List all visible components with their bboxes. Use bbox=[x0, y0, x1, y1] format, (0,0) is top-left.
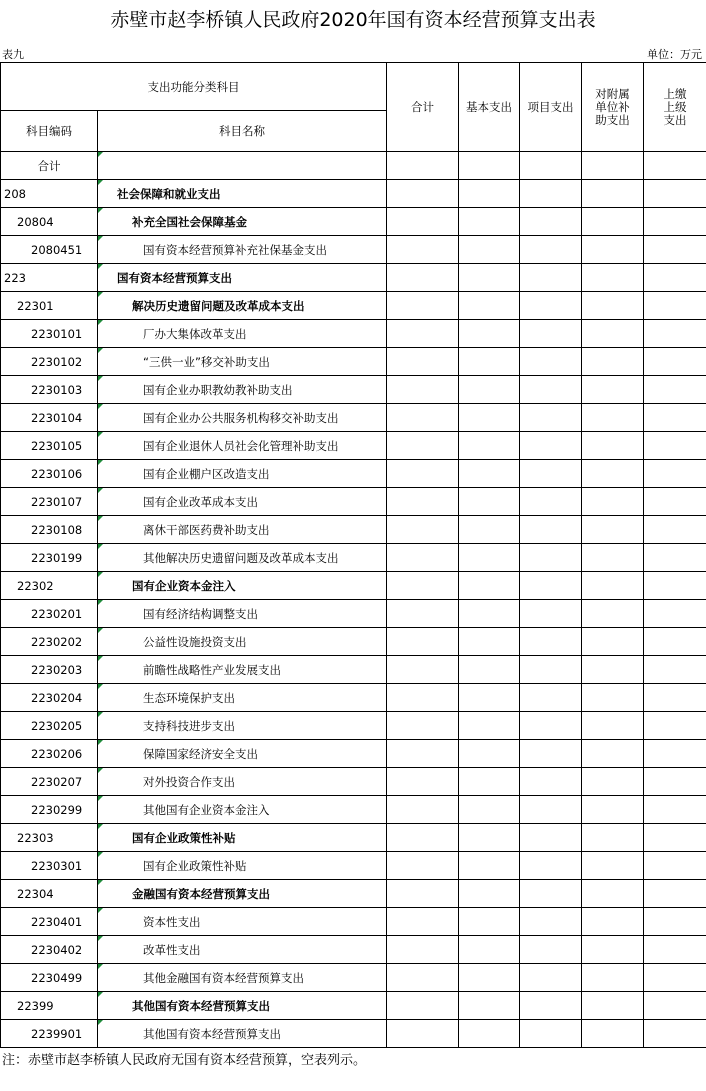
amount-cell bbox=[459, 236, 520, 264]
amount-cell bbox=[520, 488, 582, 516]
unit-label: 单位：万元 bbox=[647, 48, 702, 61]
subject-code: 2230402 bbox=[1, 936, 98, 964]
subject-code: 20804 bbox=[1, 208, 98, 236]
header-basic: 基本支出 bbox=[459, 63, 520, 152]
amount-cell bbox=[459, 264, 520, 292]
amount-cell bbox=[387, 432, 459, 460]
amount-cell bbox=[520, 320, 582, 348]
amount-cell bbox=[582, 292, 644, 320]
amount-cell bbox=[582, 544, 644, 572]
amount-cell bbox=[387, 488, 459, 516]
subject-name: 国有企业资本金注入 bbox=[98, 572, 387, 600]
subject-code: 22304 bbox=[1, 880, 98, 908]
subject-name: 支持科技进步支出 bbox=[98, 712, 387, 740]
amount-cell bbox=[387, 208, 459, 236]
amount-cell bbox=[520, 992, 582, 1020]
amount-cell bbox=[644, 292, 706, 320]
header-total: 合计 bbox=[387, 63, 459, 152]
subject-code: 2230206 bbox=[1, 740, 98, 768]
amount-cell bbox=[644, 628, 706, 656]
table-row bbox=[1, 908, 706, 936]
amount-cell bbox=[459, 1020, 520, 1048]
amount-cell bbox=[387, 460, 459, 488]
amount-cell bbox=[520, 264, 582, 292]
table-row bbox=[1, 348, 706, 376]
table-row bbox=[1, 264, 706, 292]
amount-cell bbox=[520, 964, 582, 992]
amount-cell bbox=[459, 208, 520, 236]
amount-cell bbox=[459, 488, 520, 516]
subject-name: 国有企业办职教幼教补助支出 bbox=[98, 376, 387, 404]
amount-cell bbox=[387, 768, 459, 796]
table-number: 表九 bbox=[2, 48, 24, 61]
amount-cell bbox=[582, 684, 644, 712]
subject-code: 2230203 bbox=[1, 656, 98, 684]
amount-cell bbox=[582, 376, 644, 404]
subject-code: 22303 bbox=[1, 824, 98, 852]
amount-cell bbox=[582, 1020, 644, 1048]
table-row bbox=[1, 1020, 706, 1048]
subject-name: 国有企业退休人员社会化管理补助支出 bbox=[98, 432, 387, 460]
amount-cell bbox=[459, 600, 520, 628]
amount-cell bbox=[644, 460, 706, 488]
amount-cell bbox=[520, 236, 582, 264]
amount-cell bbox=[582, 824, 644, 852]
amount-cell bbox=[644, 908, 706, 936]
amount-cell bbox=[644, 936, 706, 964]
amount-cell bbox=[582, 404, 644, 432]
header-group: 支出功能分类科目 bbox=[1, 63, 387, 111]
amount-cell bbox=[459, 712, 520, 740]
amount-cell bbox=[520, 460, 582, 488]
amount-cell bbox=[644, 964, 706, 992]
amount-cell bbox=[459, 936, 520, 964]
subject-code: 2230301 bbox=[1, 852, 98, 880]
subject-code: 2080451 bbox=[1, 236, 98, 264]
amount-cell bbox=[582, 460, 644, 488]
amount-cell bbox=[644, 208, 706, 236]
amount-cell bbox=[644, 1020, 706, 1048]
amount-cell bbox=[582, 208, 644, 236]
amount-cell bbox=[387, 376, 459, 404]
amount-cell bbox=[387, 320, 459, 348]
table-row bbox=[1, 712, 706, 740]
amount-cell bbox=[644, 320, 706, 348]
amount-cell bbox=[582, 236, 644, 264]
amount-cell bbox=[644, 600, 706, 628]
amount-cell bbox=[387, 544, 459, 572]
cell bbox=[387, 152, 459, 180]
amount-cell bbox=[644, 992, 706, 1020]
table-row bbox=[1, 180, 706, 208]
table-row bbox=[1, 432, 706, 460]
header-name: 科目名称 bbox=[98, 111, 387, 152]
amount-cell bbox=[459, 964, 520, 992]
table-row bbox=[1, 404, 706, 432]
amount-cell bbox=[582, 180, 644, 208]
table-row bbox=[1, 936, 706, 964]
table-row bbox=[1, 320, 706, 348]
amount-cell bbox=[582, 992, 644, 1020]
amount-cell bbox=[582, 572, 644, 600]
table-row bbox=[1, 796, 706, 824]
amount-cell bbox=[582, 264, 644, 292]
amount-cell bbox=[644, 824, 706, 852]
total-label: 合计 bbox=[1, 152, 98, 180]
subject-name: 国有企业改革成本支出 bbox=[98, 488, 387, 516]
table-row bbox=[1, 516, 706, 544]
amount-cell bbox=[644, 544, 706, 572]
table-row bbox=[1, 292, 706, 320]
amount-cell bbox=[582, 432, 644, 460]
table-row bbox=[1, 684, 706, 712]
table-row bbox=[1, 880, 706, 908]
amount-cell bbox=[459, 320, 520, 348]
amount-cell bbox=[644, 180, 706, 208]
amount-cell bbox=[582, 852, 644, 880]
amount-cell bbox=[520, 292, 582, 320]
subject-name: 国有企业棚户区改造支出 bbox=[98, 460, 387, 488]
subject-name: 金融国有资本经营预算支出 bbox=[98, 880, 387, 908]
amount-cell bbox=[582, 628, 644, 656]
amount-cell bbox=[459, 544, 520, 572]
amount-cell bbox=[644, 348, 706, 376]
amount-cell bbox=[459, 292, 520, 320]
amount-cell bbox=[387, 628, 459, 656]
subject-code: 2230105 bbox=[1, 432, 98, 460]
subject-code: 208 bbox=[1, 180, 98, 208]
amount-cell bbox=[459, 880, 520, 908]
subject-code: 2230207 bbox=[1, 768, 98, 796]
amount-cell bbox=[459, 404, 520, 432]
amount-cell bbox=[582, 320, 644, 348]
amount-cell bbox=[459, 768, 520, 796]
amount-cell bbox=[387, 264, 459, 292]
amount-cell bbox=[520, 684, 582, 712]
subject-name: 保障国家经济安全支出 bbox=[98, 740, 387, 768]
page-title: 赤壁市赵李桥镇人民政府2020年国有资本经营预算支出表 bbox=[110, 9, 596, 31]
amount-cell bbox=[644, 404, 706, 432]
subject-code: 2230108 bbox=[1, 516, 98, 544]
subject-code: 2230102 bbox=[1, 348, 98, 376]
amount-cell bbox=[644, 572, 706, 600]
subject-name: “三供一业”移交补助支出 bbox=[98, 348, 387, 376]
amount-cell bbox=[582, 712, 644, 740]
amount-cell bbox=[387, 712, 459, 740]
amount-cell bbox=[387, 404, 459, 432]
cell bbox=[520, 152, 582, 180]
table-row bbox=[1, 628, 706, 656]
amount-cell bbox=[387, 684, 459, 712]
subject-name: 其他解决历史遗留问题及改革成本支出 bbox=[98, 544, 387, 572]
footnote: 注：赤壁市赵李桥镇人民政府无国有资本经营预算，空表列示。 bbox=[2, 1053, 367, 1068]
amount-cell bbox=[644, 376, 706, 404]
amount-cell bbox=[387, 1020, 459, 1048]
amount-cell bbox=[582, 908, 644, 936]
subject-code: 2230201 bbox=[1, 600, 98, 628]
amount-cell bbox=[582, 600, 644, 628]
subject-code: 2239901 bbox=[1, 1020, 98, 1048]
amount-cell bbox=[387, 824, 459, 852]
amount-cell bbox=[520, 208, 582, 236]
amount-cell bbox=[582, 880, 644, 908]
amount-cell bbox=[387, 852, 459, 880]
subject-name: 资本性支出 bbox=[98, 908, 387, 936]
amount-cell bbox=[459, 376, 520, 404]
cell bbox=[582, 152, 644, 180]
amount-cell bbox=[520, 600, 582, 628]
subject-code: 2230199 bbox=[1, 544, 98, 572]
subject-code: 22399 bbox=[1, 992, 98, 1020]
subject-code: 22301 bbox=[1, 292, 98, 320]
amount-cell bbox=[520, 432, 582, 460]
subject-name: 其他国有资本经营预算支出 bbox=[98, 1020, 387, 1048]
amount-cell bbox=[520, 656, 582, 684]
total-row bbox=[1, 152, 706, 180]
amount-cell bbox=[387, 796, 459, 824]
amount-cell bbox=[459, 516, 520, 544]
amount-cell bbox=[387, 908, 459, 936]
subject-code: 22302 bbox=[1, 572, 98, 600]
table-row bbox=[1, 768, 706, 796]
amount-cell bbox=[582, 516, 644, 544]
subject-code: 2230103 bbox=[1, 376, 98, 404]
cell bbox=[459, 152, 520, 180]
amount-cell bbox=[644, 516, 706, 544]
subject-name: 国有经济结构调整支出 bbox=[98, 600, 387, 628]
amount-cell bbox=[459, 180, 520, 208]
amount-cell bbox=[644, 488, 706, 516]
subject-name: 国有企业政策性补贴 bbox=[98, 824, 387, 852]
amount-cell bbox=[459, 796, 520, 824]
header-upper: 上缴上级支出 bbox=[644, 63, 706, 152]
header-subsidy: 对附属单位补助支出 bbox=[582, 63, 644, 152]
table-row bbox=[1, 488, 706, 516]
subject-code: 2230106 bbox=[1, 460, 98, 488]
subject-name: 补充全国社会保障基金 bbox=[98, 208, 387, 236]
amount-cell bbox=[644, 432, 706, 460]
amount-cell bbox=[582, 656, 644, 684]
total-name-cell bbox=[98, 152, 387, 180]
table-row bbox=[1, 544, 706, 572]
subject-code: 2230101 bbox=[1, 320, 98, 348]
amount-cell bbox=[459, 628, 520, 656]
amount-cell bbox=[520, 740, 582, 768]
subject-name: 离休干部医药费补助支出 bbox=[98, 516, 387, 544]
table-row bbox=[1, 236, 706, 264]
amount-cell bbox=[459, 852, 520, 880]
amount-cell bbox=[520, 936, 582, 964]
subject-code: 2230499 bbox=[1, 964, 98, 992]
amount-cell bbox=[582, 348, 644, 376]
table-row bbox=[1, 572, 706, 600]
amount-cell bbox=[644, 264, 706, 292]
subject-code: 2230202 bbox=[1, 628, 98, 656]
subject-name: 国有企业办公共服务机构移交补助支出 bbox=[98, 404, 387, 432]
amount-cell bbox=[582, 768, 644, 796]
amount-cell bbox=[387, 964, 459, 992]
amount-cell bbox=[459, 684, 520, 712]
amount-cell bbox=[459, 908, 520, 936]
table-row bbox=[1, 740, 706, 768]
table-row bbox=[1, 600, 706, 628]
amount-cell bbox=[520, 712, 582, 740]
subject-code: 223 bbox=[1, 264, 98, 292]
amount-cell bbox=[644, 768, 706, 796]
header-project: 项目支出 bbox=[520, 63, 582, 152]
amount-cell bbox=[644, 796, 706, 824]
amount-cell bbox=[520, 824, 582, 852]
amount-cell bbox=[520, 376, 582, 404]
amount-cell bbox=[387, 236, 459, 264]
amount-cell bbox=[644, 712, 706, 740]
amount-cell bbox=[459, 824, 520, 852]
table-row bbox=[1, 852, 706, 880]
header-row-1 bbox=[1, 63, 706, 111]
amount-cell bbox=[644, 684, 706, 712]
subject-code: 2230107 bbox=[1, 488, 98, 516]
amount-cell bbox=[520, 796, 582, 824]
amount-cell bbox=[644, 236, 706, 264]
subject-name: 社会保障和就业支出 bbox=[98, 180, 387, 208]
table-row bbox=[1, 824, 706, 852]
amount-cell bbox=[582, 740, 644, 768]
amount-cell bbox=[459, 992, 520, 1020]
amount-cell bbox=[644, 852, 706, 880]
amount-cell bbox=[387, 936, 459, 964]
amount-cell bbox=[459, 572, 520, 600]
table-row bbox=[1, 992, 706, 1020]
amount-cell bbox=[520, 180, 582, 208]
amount-cell bbox=[644, 656, 706, 684]
subject-name: 国有资本经营预算补充社保基金支出 bbox=[98, 236, 387, 264]
amount-cell bbox=[520, 544, 582, 572]
amount-cell bbox=[644, 880, 706, 908]
amount-cell bbox=[387, 740, 459, 768]
table-row bbox=[1, 376, 706, 404]
subject-code: 2230401 bbox=[1, 908, 98, 936]
cell bbox=[644, 152, 706, 180]
table-row bbox=[1, 460, 706, 488]
table-row bbox=[1, 656, 706, 684]
amount-cell bbox=[520, 404, 582, 432]
subject-code: 2230204 bbox=[1, 684, 98, 712]
subject-name: 对外投资合作支出 bbox=[98, 768, 387, 796]
header-code: 科目编码 bbox=[1, 111, 98, 152]
amount-cell bbox=[387, 992, 459, 1020]
subject-code: 2230104 bbox=[1, 404, 98, 432]
amount-cell bbox=[644, 740, 706, 768]
amount-cell bbox=[387, 880, 459, 908]
amount-cell bbox=[387, 572, 459, 600]
amount-cell bbox=[520, 348, 582, 376]
amount-cell bbox=[387, 516, 459, 544]
amount-cell bbox=[459, 656, 520, 684]
amount-cell bbox=[520, 1020, 582, 1048]
amount-cell bbox=[387, 180, 459, 208]
subject-name: 前瞻性战略性产业发展支出 bbox=[98, 656, 387, 684]
subject-name: 解决历史遗留问题及改革成本支出 bbox=[98, 292, 387, 320]
amount-cell bbox=[582, 796, 644, 824]
amount-cell bbox=[459, 740, 520, 768]
subject-name: 其他国有企业资本金注入 bbox=[98, 796, 387, 824]
amount-cell bbox=[582, 936, 644, 964]
amount-cell bbox=[459, 348, 520, 376]
amount-cell bbox=[582, 488, 644, 516]
amount-cell bbox=[520, 768, 582, 796]
subject-name: 国有企业政策性补贴 bbox=[98, 852, 387, 880]
amount-cell bbox=[459, 432, 520, 460]
budget-table bbox=[0, 62, 706, 1048]
amount-cell bbox=[520, 908, 582, 936]
amount-cell bbox=[582, 964, 644, 992]
amount-cell bbox=[459, 460, 520, 488]
subject-code: 2230299 bbox=[1, 796, 98, 824]
subject-name: 公益性设施投资支出 bbox=[98, 628, 387, 656]
table-row bbox=[1, 964, 706, 992]
amount-cell bbox=[387, 600, 459, 628]
subject-name: 生态环境保护支出 bbox=[98, 684, 387, 712]
amount-cell bbox=[520, 516, 582, 544]
amount-cell bbox=[520, 880, 582, 908]
amount-cell bbox=[387, 348, 459, 376]
amount-cell bbox=[520, 572, 582, 600]
subject-name: 国有资本经营预算支出 bbox=[98, 264, 387, 292]
amount-cell bbox=[387, 656, 459, 684]
amount-cell bbox=[387, 292, 459, 320]
subject-name: 厂办大集体改革支出 bbox=[98, 320, 387, 348]
subject-name: 其他金融国有资本经营预算支出 bbox=[98, 964, 387, 992]
subject-name: 改革性支出 bbox=[98, 936, 387, 964]
subject-code: 2230205 bbox=[1, 712, 98, 740]
subject-name: 其他国有资本经营预算支出 bbox=[98, 992, 387, 1020]
amount-cell bbox=[520, 628, 582, 656]
table-row bbox=[1, 208, 706, 236]
amount-cell bbox=[520, 852, 582, 880]
